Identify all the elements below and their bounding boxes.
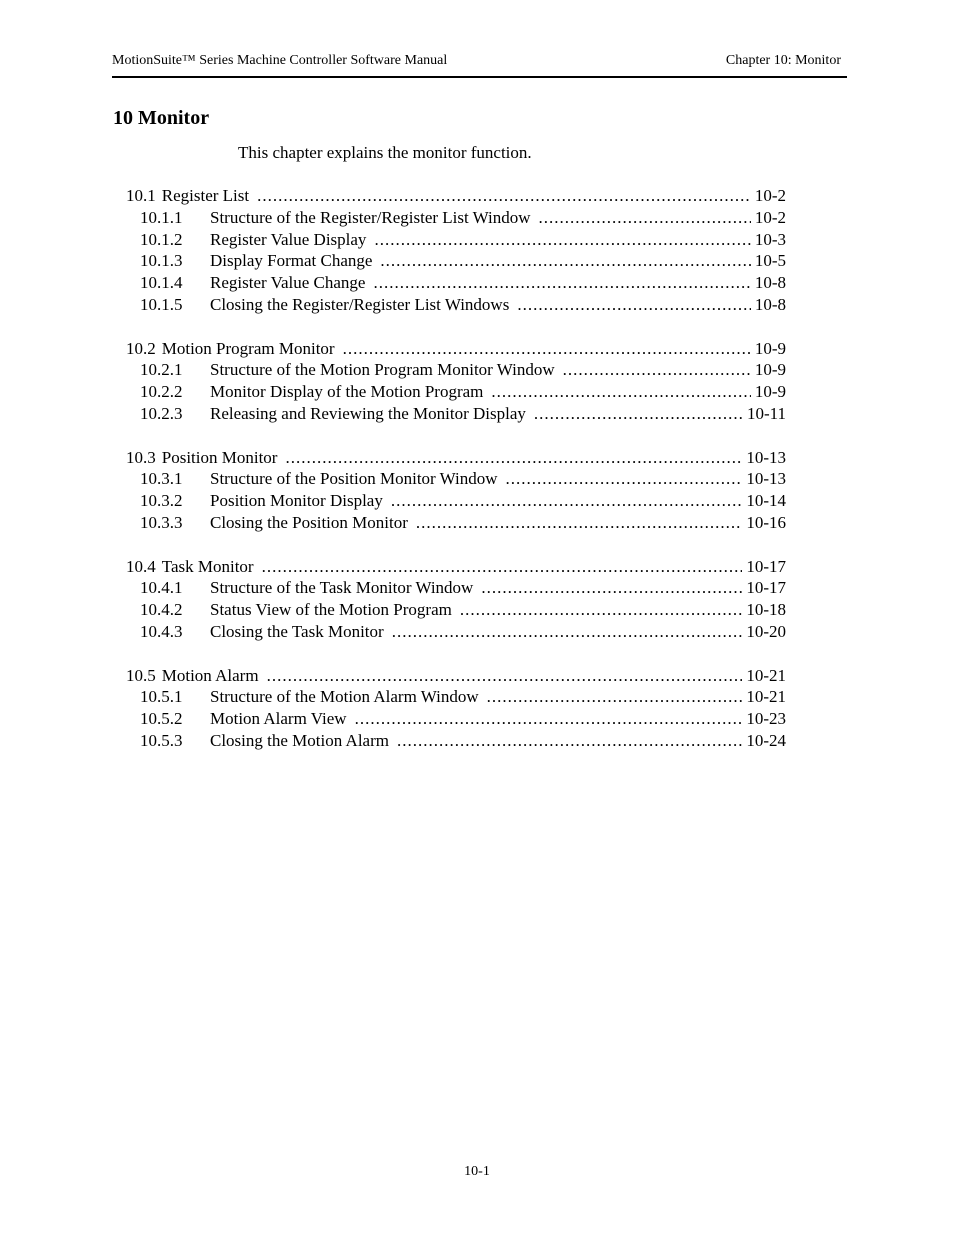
toc-entry-page: 10-17	[746, 578, 786, 598]
toc-dot-leader	[267, 665, 743, 687]
toc-entry-title: Position Monitor Display	[210, 491, 383, 511]
page-header	[112, 52, 847, 78]
toc-entry-title: Closing the Register/Register List Windows	[210, 294, 510, 314]
toc-entry-number: 10.4	[126, 556, 156, 576]
toc-entry-number: 10.4.2	[140, 600, 183, 620]
toc-dot-leader	[460, 599, 742, 621]
toc-entry-subsection[interactable]	[126, 294, 786, 316]
toc-entry-title: Structure of the Task Monitor Window	[210, 578, 474, 598]
manual-title: MotionSuite™ Series Machine Controller Software Manual	[112, 53, 448, 68]
toc-section	[126, 447, 786, 534]
toc-entry-title: Status View of the Motion Program	[210, 600, 452, 620]
toc-entry-page: 10-21	[746, 665, 786, 685]
toc-entry-subsection[interactable]	[126, 621, 786, 643]
toc-entry-page: 10-23	[746, 709, 786, 729]
toc-dot-leader	[506, 468, 743, 490]
toc-entry-subsection[interactable]	[126, 577, 786, 599]
toc-entry-subsection[interactable]	[126, 512, 786, 534]
toc-entry-title: Display Format Change	[210, 251, 373, 271]
toc-dot-leader	[397, 730, 742, 752]
toc-dot-leader	[481, 577, 742, 599]
toc-entry-page: 10-24	[746, 730, 786, 750]
toc-entry-page: 10-16	[746, 512, 786, 532]
toc-entry-subsection[interactable]	[126, 730, 786, 752]
page-number: 10-1	[464, 1164, 490, 1179]
toc-section	[126, 556, 786, 643]
toc-dot-leader	[416, 512, 742, 534]
toc-entry-number: 10.2.1	[140, 360, 183, 380]
toc-entry-title: Position Monitor	[161, 447, 278, 467]
toc-entry-number: 10.3.2	[140, 491, 183, 511]
toc-entry-title: Releasing and Reviewing the Monitor Display	[210, 403, 526, 423]
toc-entry-page: 10-13	[746, 447, 786, 467]
toc-dot-leader	[257, 185, 751, 207]
toc-entry-number: 10.1.4	[140, 273, 183, 293]
chapter-title: 10 Monitor	[113, 107, 210, 129]
toc-dot-leader	[380, 250, 750, 272]
toc-dot-leader	[374, 229, 750, 251]
toc-entry-subsection[interactable]	[126, 229, 786, 251]
toc-entry-subsection[interactable]	[126, 359, 786, 381]
toc-entry-page: 10-20	[746, 621, 786, 641]
toc-entry-number: 10.1.3	[140, 251, 183, 271]
toc-dot-leader	[487, 686, 743, 708]
toc-entry-page: 10-2	[754, 207, 786, 227]
toc-entry-title: Register List	[161, 186, 250, 205]
toc-entry-subsection[interactable]	[126, 250, 786, 272]
toc-section	[126, 665, 786, 752]
toc-dot-leader	[285, 447, 742, 469]
toc-entry-page: 10-9	[754, 360, 786, 380]
toc-entry-title: Task Monitor	[161, 556, 254, 576]
toc-entry-page: 10-9	[754, 382, 786, 402]
toc-entry-section[interactable]	[126, 338, 786, 360]
toc-entry-number: 10.4.3	[140, 621, 183, 641]
chapter-label: Chapter 10: Monitor	[725, 53, 841, 68]
toc-entry-page: 10-11	[746, 403, 786, 423]
toc-entry-number: 10.5.2	[140, 709, 183, 729]
toc-dot-leader	[355, 708, 743, 730]
toc-dot-leader	[517, 294, 751, 316]
toc-entry-page: 10-14	[746, 491, 786, 511]
toc-entry-title: Structure of the Motion Program Monitor Window	[210, 360, 555, 380]
toc-entry-subsection[interactable]	[126, 490, 786, 512]
toc-entry-subsection[interactable]	[126, 686, 786, 708]
toc-entry-title: Closing the Motion Alarm	[210, 730, 389, 750]
toc-entry-number: 10.1	[126, 186, 156, 205]
toc-entry-page: 10-17	[746, 556, 786, 576]
toc-entry-subsection[interactable]	[126, 381, 786, 403]
toc-entry-number: 10.2.3	[140, 403, 183, 423]
toc-entry-page: 10-13	[746, 469, 786, 489]
toc-entry-page: 10-2	[754, 186, 786, 205]
toc-entry-title: Structure of the Register/Register List Window	[210, 207, 531, 227]
toc-dot-leader	[262, 556, 743, 578]
toc-dot-leader	[343, 338, 751, 360]
toc-dot-leader	[491, 381, 750, 403]
toc-entry-title: Register Value Change	[210, 273, 366, 293]
toc-entry-number: 10.5	[126, 665, 156, 685]
toc-dot-leader	[391, 490, 742, 512]
toc-entry-page: 10-5	[754, 251, 786, 271]
toc-entry-title: Register Value Display	[210, 229, 367, 249]
toc-entry-page: 10-3	[754, 229, 786, 249]
toc-entry-number: 10.3.1	[140, 469, 183, 489]
toc-entry-title: Closing the Task Monitor	[210, 621, 384, 641]
toc-entry-section[interactable]	[126, 556, 786, 578]
toc-dot-leader	[563, 359, 751, 381]
toc-entry-subsection[interactable]	[126, 272, 786, 294]
toc-entry-subsection[interactable]	[126, 599, 786, 621]
toc-dot-leader	[373, 272, 750, 294]
toc-entry-number: 10.3.3	[140, 512, 183, 532]
toc-entry-title: Structure of the Motion Alarm Window	[210, 687, 479, 707]
toc-dot-leader	[392, 621, 743, 643]
toc-entry-section[interactable]	[126, 447, 786, 469]
toc-entry-page: 10-9	[754, 338, 786, 358]
toc-entry-number: 10.2.2	[140, 382, 183, 402]
toc-entry-title: Structure of the Position Monitor Window	[210, 469, 498, 489]
toc-entry-title: Motion Alarm View	[210, 709, 347, 729]
toc-section	[126, 185, 786, 316]
toc-entry-page: 10-8	[754, 273, 786, 293]
toc-entry-section[interactable]	[126, 185, 786, 207]
toc-entry-page: 10-8	[754, 294, 786, 314]
toc-entry-number: 10.5.3	[140, 730, 183, 750]
toc-entry-page: 10-18	[746, 600, 786, 620]
toc-entry-number: 10.4.1	[140, 578, 183, 598]
toc-entry-title: Motion Alarm	[161, 665, 259, 685]
toc-entry-number: 10.1.2	[140, 229, 183, 249]
toc-entry-title: Motion Program Monitor	[161, 338, 335, 358]
toc-entry-subsection[interactable]	[126, 403, 786, 425]
toc-entry-number: 10.1.5	[140, 294, 183, 314]
toc-entry-section[interactable]	[126, 665, 786, 687]
toc-entry-page: 10-21	[746, 687, 786, 707]
toc-entry-number: 10.2	[126, 338, 156, 358]
table-of-contents	[126, 185, 786, 774]
toc-entry-number: 10.1.1	[140, 207, 183, 227]
toc-section	[126, 338, 786, 425]
toc-entry-subsection[interactable]	[126, 468, 786, 490]
chapter-intro: This chapter explains the monitor function.	[238, 143, 532, 162]
toc-dot-leader	[539, 207, 751, 229]
toc-entry-number: 10.5.1	[140, 687, 183, 707]
toc-entry-subsection[interactable]	[126, 708, 786, 730]
toc-dot-leader	[534, 403, 743, 425]
toc-entry-subsection[interactable]	[126, 207, 786, 229]
toc-entry-number: 10.3	[126, 447, 156, 467]
toc-entry-title: Monitor Display of the Motion Program	[210, 382, 484, 402]
toc-entry-title: Closing the Position Monitor	[210, 512, 408, 532]
